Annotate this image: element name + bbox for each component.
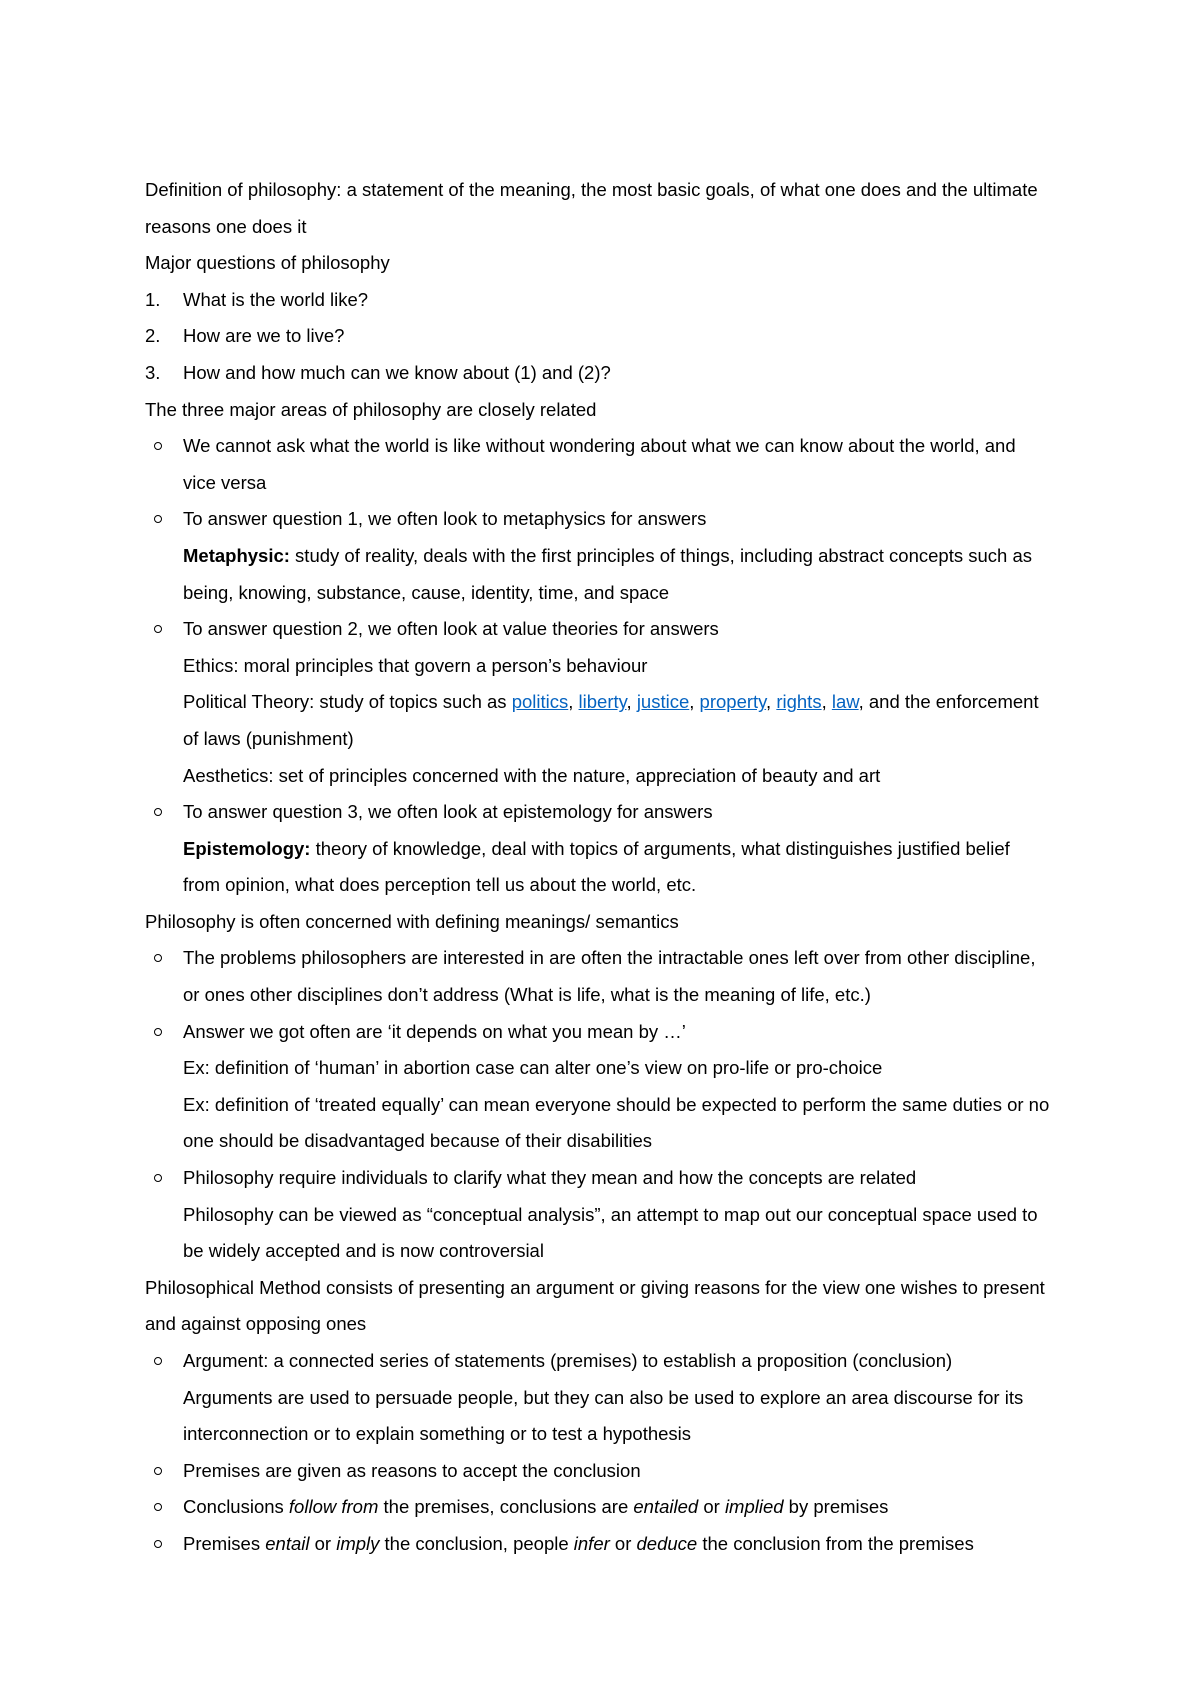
metaphysic-definition xyxy=(183,538,1050,611)
political-prefix: Political Theory: study of topics such as xyxy=(183,691,512,713)
item-number: 3. xyxy=(145,361,161,383)
italic-run: implied xyxy=(724,1496,784,1518)
bullet-text: Philosophy require individuals to clarify what they mean and how the concepts are related xyxy=(183,1167,917,1189)
italic-run: entailed xyxy=(633,1496,699,1518)
italic-run: imply xyxy=(336,1532,380,1554)
link-rights[interactable]: rights xyxy=(776,691,822,713)
separator: , xyxy=(626,691,637,713)
text-run: or xyxy=(698,1496,725,1518)
text-run: the conclusion from the premises xyxy=(697,1532,974,1554)
text-run: or xyxy=(309,1532,337,1554)
bullet-text xyxy=(183,1526,1050,1563)
epistemology-definition xyxy=(183,831,1050,904)
italic-run: deduce xyxy=(636,1532,698,1554)
separator: , xyxy=(821,691,832,713)
example-text: Ex: definition of ‘treated equally’ can mean everyone should be expected to perform the same duties or no one should be disadvantaged because of their disabilities xyxy=(183,1093,1050,1152)
link-politics[interactable]: politics xyxy=(511,691,569,713)
bullet-text: To answer question 2, we often look at value theories for answers xyxy=(183,618,719,640)
bullet-circle-icon xyxy=(145,1526,183,1563)
text-run: the premises, conclusions are xyxy=(378,1496,634,1518)
italic-run: infer xyxy=(573,1532,610,1554)
bullet-text: The problems philosophers are interested in are often the intractable ones left over from other discipline, or ones other disciplines don’t address (What is life, what is the meaning of life, etc.) xyxy=(183,947,1036,1006)
bullet-item xyxy=(145,1526,1050,1563)
bullet-circle-icon xyxy=(145,794,183,904)
link-justice[interactable]: justice xyxy=(636,691,690,713)
bullet-item xyxy=(145,501,1050,611)
link-law[interactable]: law xyxy=(831,691,859,713)
text-run: Conclusions xyxy=(183,1496,289,1518)
bullet-circle-icon xyxy=(145,501,183,611)
political-suffix: , and the enforcement of laws (punishment) xyxy=(183,691,1039,749)
bullet-item xyxy=(145,940,1050,1013)
bullet-circle-icon xyxy=(145,1160,183,1270)
italic-run: entail xyxy=(265,1532,310,1554)
political-theory-definition xyxy=(183,684,1050,757)
bullet-item xyxy=(145,794,1050,904)
bullet-circle-icon xyxy=(145,1343,183,1453)
bullet-circle-icon xyxy=(145,1014,183,1160)
ethics-definition: Ethics: moral principles that govern a person’s behaviour xyxy=(183,654,648,676)
bullet-item xyxy=(145,1489,1050,1526)
areas-heading: The three major areas of philosophy are closely related xyxy=(145,398,597,420)
epistemology-term: Epistemology: xyxy=(183,837,311,859)
bullet-circle-icon xyxy=(145,940,183,1013)
bullet-item xyxy=(145,428,1050,501)
bullet-text: We cannot ask what the world is like without wondering about what we can know about the world, and vice versa xyxy=(183,435,1016,493)
bullet-item xyxy=(145,1343,1050,1453)
semantics-heading: Philosophy is often concerned with defining meanings/ semantics xyxy=(145,910,679,932)
bullet-circle-icon xyxy=(145,428,183,501)
method-heading: Philosophical Method consists of presenting an argument or giving reasons for the view one wishes to present and against opposing ones xyxy=(145,1276,1045,1335)
metaphysic-term: Metaphysic: xyxy=(183,544,290,566)
epistemology-description: theory of knowledge, deal with topics of arguments, what distinguishes justified belief from opinion, what does perception tell us about the world, etc. xyxy=(183,837,1010,896)
text-run: the conclusion, people xyxy=(379,1532,574,1554)
item-number: 2. xyxy=(145,325,161,347)
numbered-item xyxy=(145,282,1050,319)
separator: , xyxy=(689,691,700,713)
definition-paragraph: Definition of philosophy: a statement of the meaning, the most basic goals, of what one does and the ultimate reasons one does it xyxy=(145,179,1038,237)
bullet-circle-icon xyxy=(145,1489,183,1526)
bullet-item xyxy=(145,1014,1050,1160)
bullet-circle-icon xyxy=(145,611,183,794)
bullet-subtext: Arguments are used to persuade people, but they can also be used to explore an area discourse for its interconnection or to explain something or to test a hypothesis xyxy=(183,1386,1024,1445)
bullet-text: To answer question 1, we often look to metaphysics for answers xyxy=(183,508,707,530)
bullet-text: Answer we got often are ‘it depends on what you mean by …’ xyxy=(183,1020,686,1042)
bullet-item xyxy=(145,1453,1050,1490)
numbered-item xyxy=(145,318,1050,355)
text-run: Premises xyxy=(183,1532,266,1554)
item-text: How are we to live? xyxy=(183,325,345,347)
example-text: Ex: definition of ‘human’ in abortion case can alter one’s view on pro-life or pro-choice xyxy=(183,1057,883,1079)
text-run: or xyxy=(609,1532,637,1554)
bullet-text: Argument: a connected series of statements (premises) to establish a proposition (conclusion) xyxy=(183,1350,953,1371)
italic-run: follow from xyxy=(288,1496,379,1518)
item-text: What is the world like? xyxy=(183,288,369,310)
numbered-item xyxy=(145,355,1050,392)
link-property[interactable]: property xyxy=(699,691,767,713)
bullet-text xyxy=(183,1489,1050,1526)
bullet-circle-icon xyxy=(145,1453,183,1490)
bullet-subtext: Philosophy can be viewed as “conceptual analysis”, an attempt to map out our conceptual space used to be widely accepted and is now controversial xyxy=(183,1203,1038,1262)
aesthetics-definition: Aesthetics: set of principles concerned with the nature, appreciation of beauty and art xyxy=(183,764,881,786)
separator: , xyxy=(766,691,777,713)
bullet-item xyxy=(145,611,1050,794)
item-number: 1. xyxy=(145,288,161,310)
bullet-text: Premises are given as reasons to accept the conclusion xyxy=(183,1459,641,1481)
link-liberty[interactable]: liberty xyxy=(578,691,627,713)
item-text: How and how much can we know about (1) and (2)? xyxy=(183,361,611,383)
separator: , xyxy=(568,691,579,713)
bullet-text: To answer question 3, we often look at epistemology for answers xyxy=(183,801,713,823)
text-run: by premises xyxy=(783,1496,889,1518)
bullet-item xyxy=(145,1160,1050,1270)
major-questions-heading: Major questions of philosophy xyxy=(145,252,390,274)
metaphysic-description: study of reality, deals with the first principles of things, including abstract concepts such as being, knowing, substance, cause, identity, time, and space xyxy=(183,544,1032,603)
